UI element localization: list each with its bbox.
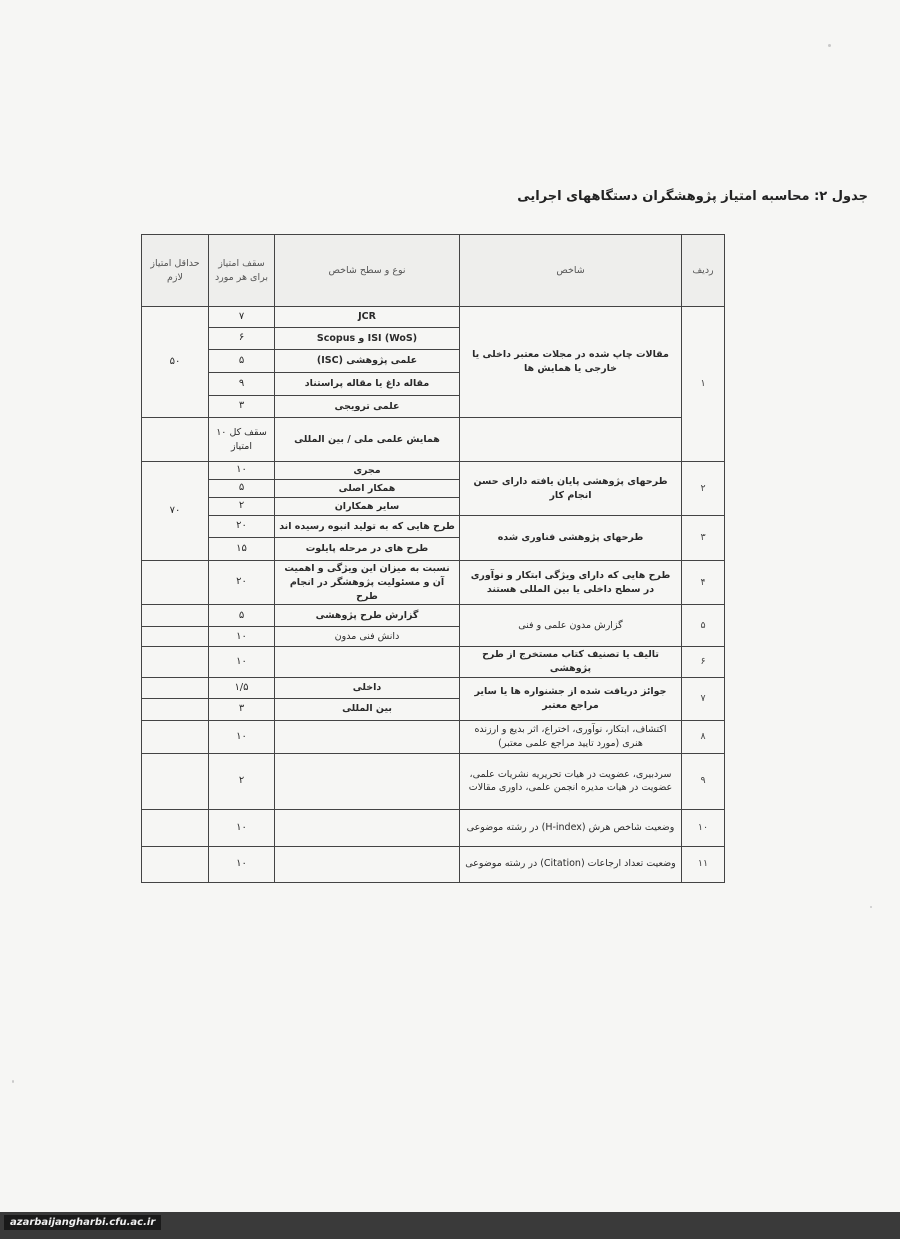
scan-speck <box>828 44 831 47</box>
cap-cell: ۳ <box>209 698 275 720</box>
indicator-cell: تالیف یا تصنیف کتاب مستخرج از طرح پژوهشی <box>460 647 682 678</box>
min-score-cell <box>142 647 209 678</box>
row-number: ۲ <box>682 462 725 516</box>
table-row <box>142 720 725 753</box>
cap-cell: ۳ <box>209 396 275 418</box>
type-cell <box>275 809 460 846</box>
cap-cell: سقف کل ۱۰ امتیاز <box>209 418 275 462</box>
row-number: ۸ <box>682 720 725 753</box>
indicator-cell <box>460 418 682 462</box>
type-cell <box>275 720 460 753</box>
header-row <box>142 235 725 307</box>
row-number: ۶ <box>682 647 725 678</box>
table-row <box>142 753 725 809</box>
min-score-cell: ۷۰ <box>142 462 209 561</box>
indicator-cell: سردبیری، عضویت در هیات تحریریه نشریات علمی، عضویت در هیات مدیره انجمن علمی، داوری مقالات <box>460 753 682 809</box>
type-cell: ISI (WoS) و Scopus <box>275 328 460 350</box>
indicator-cell: طرحهای پژوهشی پایان یافته دارای حسن انجام کار <box>460 462 682 516</box>
type-cell: مجری <box>275 462 460 480</box>
cap-cell: ۲ <box>209 498 275 516</box>
row-number: ۱۱ <box>682 846 725 882</box>
row-number: ۱ <box>682 307 725 462</box>
min-score-cell <box>142 720 209 753</box>
type-cell: طرح های در مرحله پایلوت <box>275 538 460 561</box>
cap-cell: ۱۰ <box>209 720 275 753</box>
score-table-container <box>141 234 724 883</box>
type-cell <box>275 753 460 809</box>
cap-cell: ۱۰ <box>209 462 275 480</box>
header-cap-per-item: سقف امتیاز برای هر مورد <box>209 235 275 307</box>
table-row <box>142 809 725 846</box>
indicator-cell: وضعیت شاخص هرش (H-index) در رشته موضوعی <box>460 809 682 846</box>
table-row <box>142 647 725 678</box>
table-row <box>142 418 725 462</box>
indicator-cell: اکتشاف، ابتکار، نوآوری، اختراع، اثر بدیع و ارزنده هنری (مورد تایید مراجع علمی معتبر) <box>460 720 682 753</box>
row-number: ۳ <box>682 516 725 561</box>
cap-cell: ۲ <box>209 753 275 809</box>
cap-cell: ۵ <box>209 350 275 373</box>
cap-cell: ۱۵ <box>209 538 275 561</box>
header-min-score: حداقل امتیاز لازم <box>142 235 209 307</box>
indicator-cell: گزارش مدون علمی و فنی <box>460 605 682 647</box>
type-cell: داخلی <box>275 677 460 698</box>
type-cell: علمی پژوهشی (ISC) <box>275 350 460 373</box>
table-row <box>142 605 725 627</box>
score-table <box>141 234 725 883</box>
min-score-cell <box>142 809 209 846</box>
type-cell <box>275 647 460 678</box>
type-cell: همکار اصلی <box>275 480 460 498</box>
cap-cell: ۱۰ <box>209 846 275 882</box>
table-row <box>142 677 725 698</box>
type-cell: دانش فنی مدون <box>275 627 460 647</box>
table-row <box>142 516 725 538</box>
row-number: ۵ <box>682 605 725 647</box>
min-score-cell <box>142 627 209 647</box>
cap-cell: ۲۰ <box>209 561 275 605</box>
cap-cell: ۵ <box>209 480 275 498</box>
header-row-number: ردیف <box>682 235 725 307</box>
row-number: ۴ <box>682 561 725 605</box>
type-cell <box>275 846 460 882</box>
type-cell: طرح هایی که به تولید انبوه رسیده اند <box>275 516 460 538</box>
header-indicator: شاخص <box>460 235 682 307</box>
header-type-level: نوع و سطح شاخص <box>275 235 460 307</box>
scan-speck <box>12 1080 14 1083</box>
min-score-cell <box>142 561 209 605</box>
cap-cell: ۷ <box>209 307 275 328</box>
type-cell: علمی ترویجی <box>275 396 460 418</box>
type-cell: نسبت به میزان این ویژگی و اهمیت آن و مسئولیت پژوهشگر در انجام طرح <box>275 561 460 605</box>
indicator-cell: وضعیت تعداد ارجاعات (Citation) در رشته موضوعی <box>460 846 682 882</box>
table-row <box>142 462 725 480</box>
cap-cell: ۲۰ <box>209 516 275 538</box>
min-score-cell: ۵۰ <box>142 307 209 418</box>
min-score-cell <box>142 418 209 462</box>
table-row <box>142 307 725 328</box>
row-number: ۷ <box>682 677 725 720</box>
type-cell: سایر همکاران <box>275 498 460 516</box>
row-number: ۹ <box>682 753 725 809</box>
min-score-cell <box>142 846 209 882</box>
cap-cell: ۵ <box>209 605 275 627</box>
min-score-cell <box>142 605 209 627</box>
type-cell: مقاله داغ یا مقاله پراستناد <box>275 373 460 396</box>
row-number: ۱۰ <box>682 809 725 846</box>
min-score-cell <box>142 677 209 698</box>
indicator-cell: طرحهای پژوهشی فناوری شده <box>460 516 682 561</box>
min-score-cell <box>142 753 209 809</box>
type-cell: JCR <box>275 307 460 328</box>
cap-cell: ۶ <box>209 328 275 350</box>
type-cell: گزارش طرح پژوهشی <box>275 605 460 627</box>
cap-cell: ۹ <box>209 373 275 396</box>
scan-speck <box>870 906 872 908</box>
cap-cell: ۱۰ <box>209 809 275 846</box>
min-score-cell <box>142 698 209 720</box>
table-row <box>142 561 725 605</box>
cap-cell: ۱/۵ <box>209 677 275 698</box>
cap-cell: ۱۰ <box>209 627 275 647</box>
type-cell: بین المللی <box>275 698 460 720</box>
table-title: جدول ۲: محاسبه امتیاز پژوهشگران دستگاههای اجرایی <box>517 189 868 204</box>
type-cell: همایش علمی ملی / بین المللی <box>275 418 460 462</box>
indicator-cell: طرح هایی که دارای ویژگی ابتکار و نوآوری در سطح داخلی یا بین المللی هستند <box>460 561 682 605</box>
cap-cell: ۱۰ <box>209 647 275 678</box>
indicator-cell: جوائز دریافت شده از جشنواره ها یا سایر مراجع معتبر <box>460 677 682 720</box>
indicator-cell: مقالات چاپ شده در مجلات معتبر داخلی یا خارجی یا همایش ها <box>460 307 682 418</box>
table-row <box>142 846 725 882</box>
footer-site-label: azarbaijangharbi.cfu.ac.ir <box>4 1215 161 1230</box>
